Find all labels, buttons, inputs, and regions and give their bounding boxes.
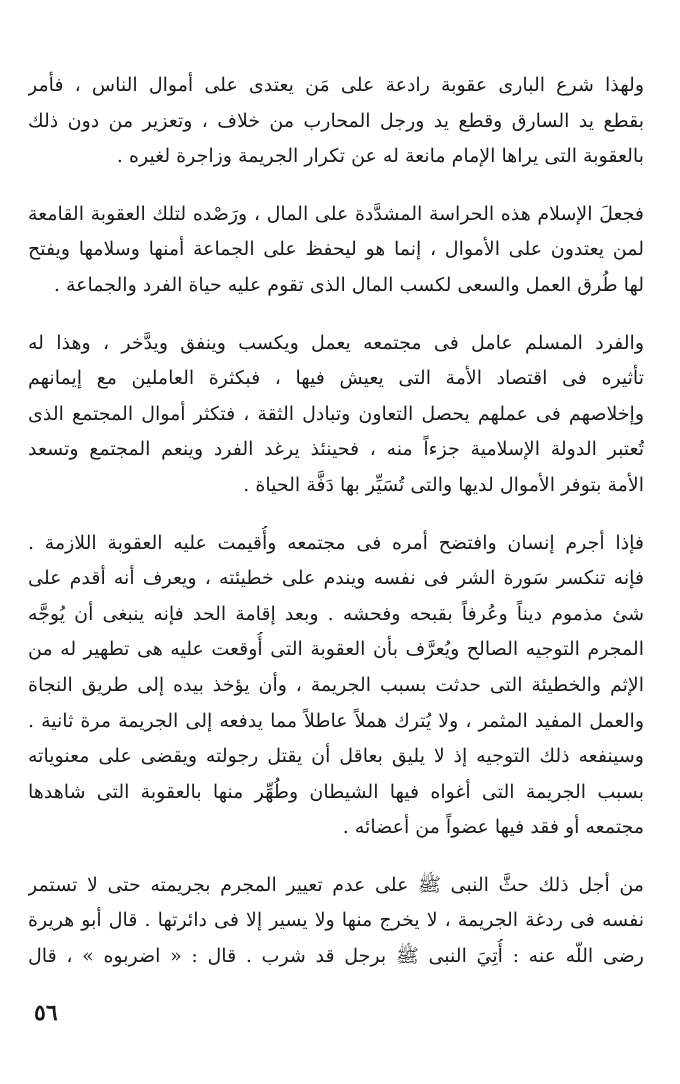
text-line: رضى اللّه عنه : أُتِيَ النبى ﷺ برجل قد شرب . قال : « اضربوه » ، قال	[28, 945, 644, 968]
text-line: لمن يعتدون على الأموال ، إنما هو ليحفظ على الجماعة أمنها وسلامها ويفتح	[28, 238, 644, 261]
text-line: فجعلَ الإسلام هذه الحراسة المشدَّدة على المال ، ورَصْده لتلك العقوبة القامعة	[28, 202, 644, 225]
text-line: من أجل ذلك حثَّ النبى ﷺ على عدم تعيير المجرم بجريمته حتى لا تستمر	[28, 873, 644, 896]
text-line: بسبب الجريمة التى أغواه فيها الشيطان وطُهِّر منها بالعقوبة التى شاهدها	[28, 780, 644, 803]
text-line: بقطع يد السارق وقطع يد ورجل المحارب من خلاف ، وتعزير من دون ذلك	[28, 109, 644, 132]
paragraph	[28, 68, 644, 175]
text-line: فإنه تنكسر سَورة الشر فى نفسه ويندم على خطيئته ، ويعرف أنه أقدم على	[28, 567, 644, 590]
text-line: بالعقوبة التى يراها الإمام مانعة له عن تكرار الجريمة وزاجرة لغيره .	[116, 145, 644, 168]
text-line: والعمل المفيد المثمر ، ولا يُترك هملاً عاطلاً مما يدفعه إلى الجريمة مرة ثانية .	[28, 709, 644, 732]
paragraph-gap	[28, 175, 644, 197]
text-line: والفرد المسلم عامل فى مجتمعه يعمل ويكسب وينفق ويدَّخر ، وهذا له	[28, 331, 644, 354]
text-line: وسينفعه ذلك التوجيه إذ لا يليق بعاقل أن يقتل رجولته ويقضى على معنوياته	[28, 745, 644, 768]
text-line: تأثيره فى اقتصاد الأمة التى يعيش فيها ، فبكثرة العاملين مع إيمانهم	[28, 367, 644, 390]
paragraph-gap	[28, 504, 644, 526]
page-body-text	[28, 68, 644, 975]
paragraph-gap	[28, 846, 644, 868]
text-line: المجرم التوجيه الصالح ويُعرَّف بأن العقوبة التى أُوقعت عليه هى تطهير له من	[28, 638, 644, 661]
paragraph	[28, 526, 644, 846]
text-line: ولهذا شرع البارى عقوبة رادعة على مَن يعتدى على أموال الناس ، فأمر	[28, 74, 644, 96]
paragraph-gap	[28, 304, 644, 326]
text-line: الأمة بتوفر الأموال لديها والتى تُسَيِّر بها دَفَّة الحياة .	[243, 473, 644, 496]
paragraph	[28, 868, 644, 975]
paragraph	[28, 197, 644, 304]
text-line: وإخلاصهم فى عملهم يحصل التعاون وتبادل الثقة ، فتكثر أموال المجتمع الذى	[28, 402, 644, 425]
paragraph	[28, 326, 644, 504]
text-line: لها طُرق العمل والسعى لكسب المال الذى تقوم عليه حياة الفرد والجماعة .	[53, 273, 644, 296]
text-line: تُعتبر الدولة الإسلامية جزءاً منه ، فحينئذ يرغد الفرد وينعم المجتمع وتسعد	[28, 438, 644, 461]
text-line: نفسه فى ردغة الجريمة ، لا يخرج منها ولا يسير إلا فى دائرتها . قال أبو هريرة	[28, 909, 644, 932]
text-line: مجتمعه أو فقد فيها عضواً من أعضائه .	[342, 816, 644, 839]
page-number: ٥٦	[34, 1000, 58, 1026]
text-line: شئ مذموم ديناً وعُرفاً بقبحه وفحشه . وبعد إقامة الحد فإنه ينبغى أن يُوجَّه	[28, 602, 644, 625]
text-line: فإذا أجرم إنسان وافتضح أمره فى مجتمعه وأُقيمت عليه العقوبة اللازمة .	[28, 531, 644, 554]
text-line: الإثم والخطيئة التى حدثت بسبب الجريمة ، وأن يؤخذ بيده إلى طريق النجاة	[28, 673, 644, 696]
